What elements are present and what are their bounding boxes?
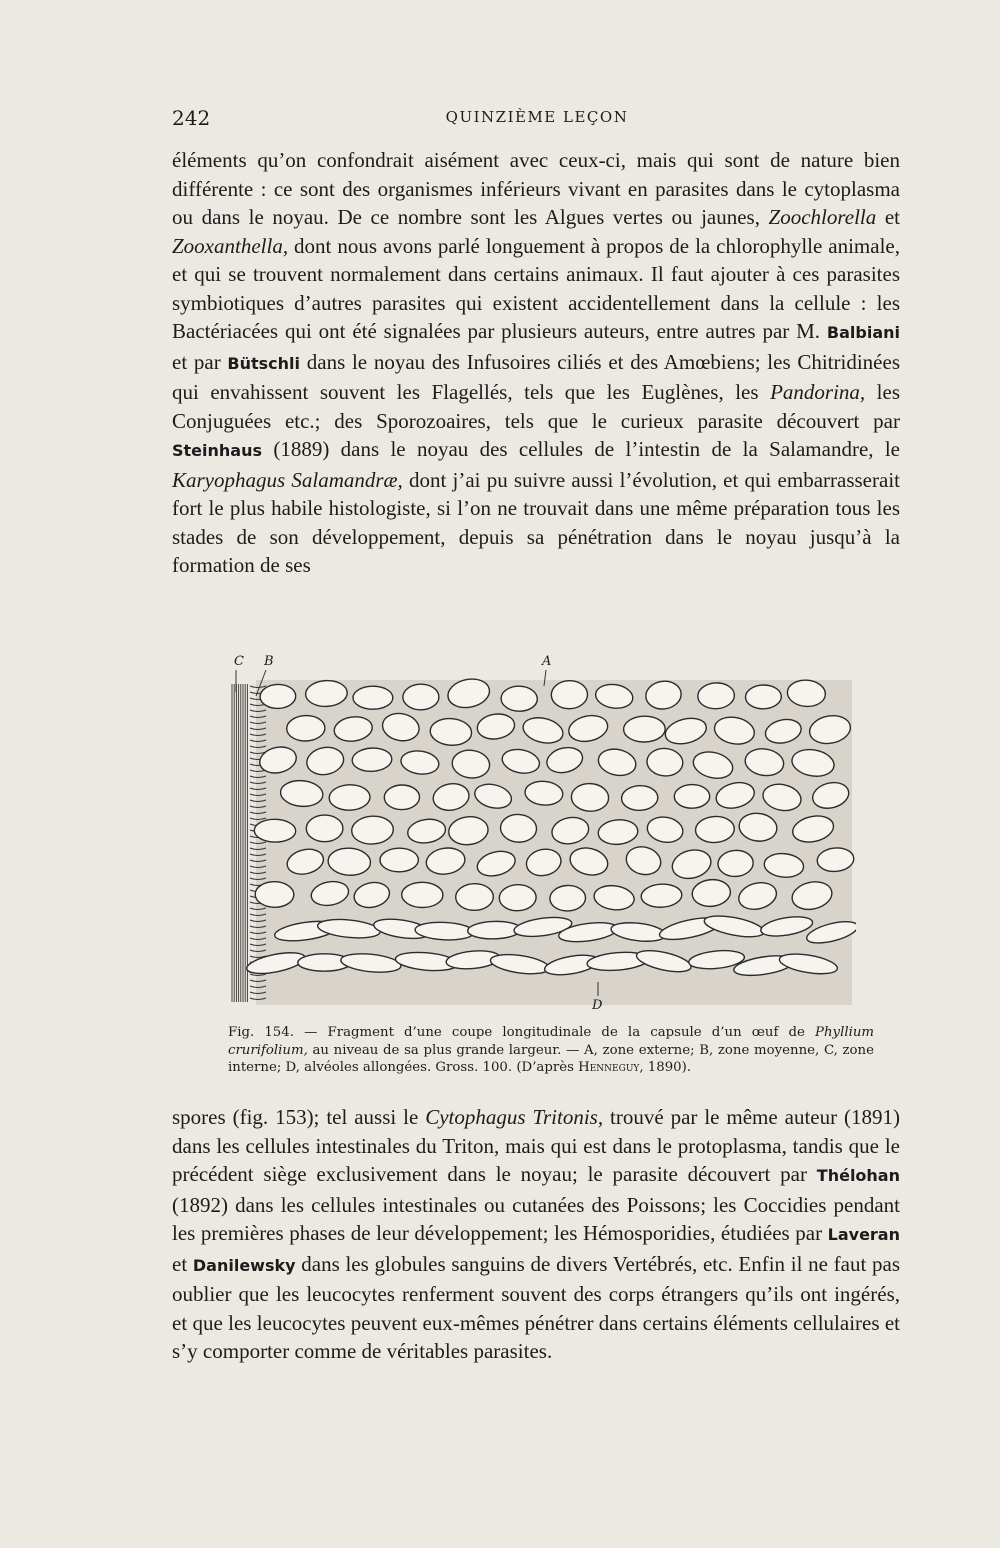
caption-author: Henneguy bbox=[578, 1060, 640, 1075]
alveolus-cell bbox=[455, 883, 493, 910]
alveolus-cell bbox=[745, 685, 781, 710]
figure-cell-section bbox=[226, 652, 856, 1017]
text-segment: (1889) dans le noyau des cellules de l’intestin de la Salamandre, le bbox=[262, 437, 900, 461]
paragraph-bottom bbox=[172, 1103, 900, 1366]
alveolus-cell bbox=[403, 684, 439, 710]
caption-text: — Fragment d’une coupe longitudinale de la capsule d’un œuf de bbox=[293, 1025, 816, 1040]
text-segment: spores (fig. 153); tel aussi le bbox=[172, 1105, 426, 1129]
alveolus-cell bbox=[306, 815, 343, 842]
figure-label-d: D bbox=[592, 998, 603, 1013]
author-name: Balbiani bbox=[826, 323, 900, 342]
taxon-karyophagus: Karyophagus Salamandræ, bbox=[172, 467, 403, 492]
alveolus-cell bbox=[623, 716, 665, 742]
taxon-pandorina: Pandorina, bbox=[770, 380, 866, 404]
alveolus-cell bbox=[254, 819, 296, 843]
caption-text: au niveau de sa plus grande largeur. — A, zone externe; B, zone moyenne, C, zone interne; D, alvéoles allongées. Gross. 100. (D’après bbox=[228, 1042, 874, 1075]
caption-text: , 1890). bbox=[639, 1060, 692, 1075]
text-segment: éléments qu’on confondrait aisément avec ceux-ci, mais qui sont de nature bien différente : ce sont des organismes inférieurs vivant en parasites dans le cytoplasma ou dans le noyau. De ce nombre sont les Algues vertes ou jaunes, bbox=[172, 148, 900, 229]
taxon-zooxanthella: Zooxanthella, bbox=[172, 233, 289, 258]
alveolus-cell bbox=[255, 881, 294, 907]
taxon-zoochlorella: Zoochlorella bbox=[768, 205, 877, 229]
running-head: QUINZIÈME LEÇON bbox=[445, 108, 629, 126]
figure-label-b: B bbox=[264, 654, 274, 669]
taxon-phyllium: Phyllium crurifolium, bbox=[228, 1025, 874, 1058]
text-segment: (1892) dans les cellules intestinales ou cutanées des Poissons; les Coccidies pendant les premières phases de leur développement; les Hémosporidies, étudiées par bbox=[172, 1192, 900, 1245]
alveolus-cell bbox=[551, 680, 588, 709]
text-segment: trouvé par le même auteur (1891) dans les cellules intestinales du Triton, mais qui est dans le protoplasma, tandis que le précédent siège exclusivement dans le noyau; le parasite découvert par bbox=[172, 1105, 901, 1186]
alveolus-cell bbox=[353, 686, 393, 709]
alveolus-cell bbox=[380, 848, 419, 872]
alveolus-cell bbox=[384, 785, 420, 810]
paragraph-top-text bbox=[172, 146, 900, 580]
author-name: Bütschli bbox=[227, 353, 301, 373]
author-name: Thélohan bbox=[816, 1166, 900, 1185]
text-segment: dans les globules sanguins de divers Vertébrés, etc. Enfin il ne faut pas oublier que les leucocytes renferment souvent des corps étrangers qu’ils ont ingérés, et que les leucocytes peuvent eux-mêmes pénétrer dans certains éléments cellulaires et s’y comporter comme de véritables parasites. bbox=[172, 1251, 901, 1363]
paragraph-bottom-text bbox=[172, 1103, 900, 1366]
paragraph-top bbox=[172, 146, 900, 580]
cell-section-drawing bbox=[226, 652, 856, 1017]
author-name: Laveran bbox=[827, 1225, 900, 1244]
text-segment: dont j’ai pu suivre aussi l’évolution, et qui embarrasserait fort le plus habile histologiste, si l’on ne trouvait dans une même préparation tous les stades de son développement, depuis sa pénétration dans le noyau jusqu’à la formation de ses bbox=[172, 467, 900, 577]
alveolus-cell bbox=[501, 686, 538, 712]
figure-label-c: C bbox=[234, 654, 244, 669]
figure-caption bbox=[228, 1024, 874, 1077]
alveolus-cell bbox=[549, 885, 586, 912]
figure-label-a: A bbox=[542, 654, 552, 669]
text-segment: dans le noyau des Infusoires ciliés et des Amœbiens; les Chitridinées qui envahissent souvent les Flagellés, tels que les Euglènes, les bbox=[172, 349, 900, 404]
page-header bbox=[172, 106, 902, 136]
alveolus-cell bbox=[260, 684, 296, 709]
author-name: Steinhaus bbox=[172, 441, 262, 460]
text-segment: et bbox=[876, 205, 900, 229]
alveolus-cell bbox=[674, 784, 710, 808]
figure-number: Fig. 154. bbox=[228, 1025, 294, 1040]
alveolus-cell bbox=[286, 715, 325, 742]
alveolus-cell bbox=[499, 884, 537, 911]
page-number: 242 bbox=[172, 106, 211, 130]
alveolus-cell bbox=[329, 784, 371, 811]
taxon-cytophagus: Cytophagus Tritonis, bbox=[425, 1105, 604, 1129]
text-segment: dont nous avons parlé longuement à propos de la chlorophylle animale, et qui se trouvent normalement dans certains animaux. Il faut ajouter à ces parasites symbiotiques d’autres parasites qui existent accidentellement dans la cellule : les Bactériacées qui ont été signalées par plusieurs auteurs, entre autres par M. bbox=[172, 233, 900, 343]
text-segment: et par bbox=[172, 349, 228, 374]
text-segment: et bbox=[172, 1251, 193, 1276]
alveolus-cell bbox=[402, 882, 443, 908]
text-segment: les Conjuguées etc.; des Sporozoaires, tels que le curieux parasite découvert par bbox=[172, 380, 900, 433]
author-name: Danilewsky bbox=[192, 1255, 296, 1275]
